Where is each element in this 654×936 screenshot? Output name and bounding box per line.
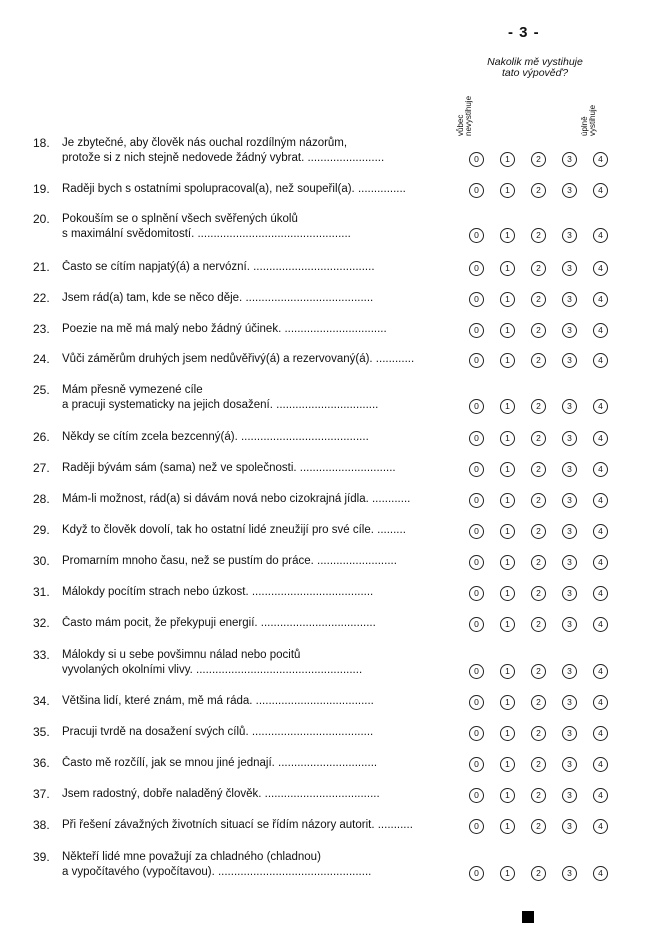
item-text-line: Často se cítím napjatý(á) a nervózní. ......................................: [62, 261, 375, 273]
answer-option-0[interactable]: 0: [469, 462, 484, 477]
answer-option-3[interactable]: 3: [562, 493, 577, 508]
answer-options: [469, 819, 609, 835]
item-number: 30.: [33, 554, 50, 568]
answer-options: [469, 788, 609, 804]
answer-option-4[interactable]: 4: [593, 695, 608, 710]
item-text: [62, 554, 458, 569]
answer-option-3[interactable]: 3: [562, 228, 577, 243]
answer-option-3[interactable]: 3: [562, 431, 577, 446]
answer-option-1[interactable]: 1: [500, 183, 515, 198]
scale-label-not-at-all: vůbec nevystihuje: [456, 95, 473, 136]
answer-option-4[interactable]: 4: [593, 261, 608, 276]
answer-option-2[interactable]: 2: [531, 726, 546, 741]
answer-option-0[interactable]: 0: [469, 819, 484, 834]
item-text-line: vyvolaných okolními vlivy. ....................................................: [62, 664, 363, 676]
answer-option-1[interactable]: 1: [500, 788, 515, 803]
item-number: 37.: [33, 787, 50, 801]
item-text-line: Promarním mnoho času, než se pustím do práce. .........................: [62, 555, 397, 567]
item-text: [62, 787, 458, 802]
answer-option-0[interactable]: 0: [469, 493, 484, 508]
answer-option-0[interactable]: 0: [469, 664, 484, 679]
answer-option-4[interactable]: 4: [593, 431, 608, 446]
answer-option-1[interactable]: 1: [500, 617, 515, 632]
answer-option-1[interactable]: 1: [500, 399, 515, 414]
answer-option-4[interactable]: 4: [593, 152, 608, 167]
item-text: [62, 136, 458, 166]
answer-option-1[interactable]: 1: [500, 555, 515, 570]
answer-option-4[interactable]: 4: [593, 664, 608, 679]
answer-option-0[interactable]: 0: [469, 183, 484, 198]
answer-option-3[interactable]: 3: [562, 695, 577, 710]
item-text-line: Pracuji tvrdě na dosažení svých cílů. ......................................: [62, 726, 374, 738]
answer-option-1[interactable]: 1: [500, 524, 515, 539]
answer-option-1[interactable]: 1: [500, 866, 515, 881]
item-text-line: Při řešení závažných životních situací se řídím názory autorit. ...........: [62, 819, 413, 831]
item-number: 33.: [33, 648, 50, 662]
item-number: 27.: [33, 461, 50, 475]
item-text-line: Málokdy si u sebe povšimnu nálad nebo pocitů: [62, 649, 301, 661]
answer-option-3[interactable]: 3: [562, 819, 577, 834]
scale-question: [470, 57, 600, 79]
item-text: [62, 648, 458, 678]
answer-option-2[interactable]: 2: [531, 866, 546, 881]
item-text-line: Raději bych s ostatními spolupracoval(a), než soupeřil(a). ...............: [62, 183, 406, 195]
answer-option-1[interactable]: 1: [500, 493, 515, 508]
answer-options: [469, 261, 609, 277]
answer-option-2[interactable]: 2: [531, 524, 546, 539]
answer-option-0[interactable]: 0: [469, 292, 484, 307]
answer-option-0[interactable]: 0: [469, 617, 484, 632]
item-text: [62, 291, 458, 306]
answer-option-2[interactable]: 2: [531, 292, 546, 307]
answer-options: [469, 866, 609, 882]
item-number: 19.: [33, 182, 50, 196]
answer-options: [469, 462, 609, 478]
answer-option-0[interactable]: 0: [469, 399, 484, 414]
answer-option-4[interactable]: 4: [593, 292, 608, 307]
answer-option-0[interactable]: 0: [469, 261, 484, 276]
answer-option-3[interactable]: 3: [562, 323, 577, 338]
answer-option-2[interactable]: 2: [531, 431, 546, 446]
answer-option-2[interactable]: 2: [531, 819, 546, 834]
item-text: [62, 492, 458, 507]
scale-question-line-2: tato výpověď?: [501, 67, 569, 79]
item-number: 23.: [33, 322, 50, 336]
answer-option-2[interactable]: 2: [531, 788, 546, 803]
answer-options: [469, 664, 609, 680]
item-text-line: protože si z nich stejně nedovede žádný vybrat. ........................: [62, 152, 385, 164]
answer-option-4[interactable]: 4: [593, 183, 608, 198]
answer-option-3[interactable]: 3: [562, 152, 577, 167]
answer-option-3[interactable]: 3: [562, 586, 577, 601]
answer-option-1[interactable]: 1: [500, 261, 515, 276]
item-text-line: Poezie na mě má malý nebo žádný účinek. ................................: [62, 323, 387, 335]
item-number: 24.: [33, 352, 50, 366]
item-text: [62, 616, 458, 631]
answer-options: [469, 617, 609, 633]
item-text-line: Většina lidí, které znám, mě má ráda. .....................................: [62, 695, 374, 707]
answer-option-0[interactable]: 0: [469, 323, 484, 338]
answer-option-4[interactable]: 4: [593, 228, 608, 243]
item-text-line: Někdy se cítím zcela bezcenný(á). ........................................: [62, 431, 369, 443]
item-text-line: Raději bývám sám (sama) než ve společnosti. ..............................: [62, 462, 396, 474]
item-number: 35.: [33, 725, 50, 739]
item-text: [62, 756, 458, 771]
answer-option-3[interactable]: 3: [562, 664, 577, 679]
answer-option-0[interactable]: 0: [469, 726, 484, 741]
answer-option-4[interactable]: 4: [593, 353, 608, 368]
answer-option-0[interactable]: 0: [469, 586, 484, 601]
answer-option-3[interactable]: 3: [562, 788, 577, 803]
item-text: [62, 182, 458, 197]
item-text: [62, 523, 458, 538]
item-text: [62, 694, 458, 709]
answer-option-3[interactable]: 3: [562, 462, 577, 477]
item-text-line: Pokouším se o splnění všech svěřených úkolů: [62, 213, 298, 225]
answer-options: [469, 431, 609, 447]
item-number: 22.: [33, 291, 50, 305]
item-number: 34.: [33, 694, 50, 708]
item-text: [62, 260, 458, 275]
answer-options: [469, 353, 609, 369]
answer-option-0[interactable]: 0: [469, 431, 484, 446]
answer-option-0[interactable]: 0: [469, 757, 484, 772]
item-text-line: Často mám pocit, že překypuji energií. ....................................: [62, 617, 376, 629]
answer-option-4[interactable]: 4: [593, 866, 608, 881]
answer-option-4[interactable]: 4: [593, 757, 608, 772]
item-text-line: Jsem radostný, dobře naladěný člověk. ....................................: [62, 788, 380, 800]
item-text: [62, 818, 458, 833]
answer-options: [469, 183, 609, 199]
item-number: 26.: [33, 430, 50, 444]
answer-option-3[interactable]: 3: [562, 261, 577, 276]
answer-option-2[interactable]: 2: [531, 757, 546, 772]
item-number: 20.: [33, 212, 50, 226]
registration-mark: [522, 911, 534, 923]
item-number: 39.: [33, 850, 50, 864]
answer-options: [469, 695, 609, 711]
item-text-line: Mám-li možnost, rád(a) si dávám nová nebo cizokrajná jídla. ............: [62, 493, 411, 505]
answer-option-3[interactable]: 3: [562, 866, 577, 881]
item-text-line: s maximální svědomitostí. ................................................: [62, 228, 351, 240]
answer-option-4[interactable]: 4: [593, 819, 608, 834]
answer-option-4[interactable]: 4: [593, 555, 608, 570]
item-number: 36.: [33, 756, 50, 770]
answer-option-4[interactable]: 4: [593, 617, 608, 632]
answer-option-4[interactable]: 4: [593, 493, 608, 508]
answer-option-2[interactable]: 2: [531, 555, 546, 570]
answer-option-2[interactable]: 2: [531, 228, 546, 243]
item-number: 28.: [33, 492, 50, 506]
answer-option-4[interactable]: 4: [593, 323, 608, 338]
answer-options: [469, 493, 609, 509]
item-text: [62, 383, 458, 413]
answer-option-0[interactable]: 0: [469, 555, 484, 570]
answer-option-2[interactable]: 2: [531, 183, 546, 198]
answer-option-3[interactable]: 3: [562, 555, 577, 570]
answer-options: [469, 524, 609, 540]
answer-option-2[interactable]: 2: [531, 586, 546, 601]
item-number: 32.: [33, 616, 50, 630]
item-number: 21.: [33, 260, 50, 274]
answer-option-0[interactable]: 0: [469, 152, 484, 167]
answer-option-1[interactable]: 1: [500, 664, 515, 679]
item-number: 38.: [33, 818, 50, 832]
answer-option-3[interactable]: 3: [562, 524, 577, 539]
answer-option-3[interactable]: 3: [562, 617, 577, 632]
item-text-line: Málokdy pocítím strach nebo úzkost. ......................................: [62, 586, 374, 598]
answer-option-3[interactable]: 3: [562, 399, 577, 414]
answer-option-2[interactable]: 2: [531, 664, 546, 679]
answer-option-4[interactable]: 4: [593, 524, 608, 539]
scale-label-completely: úplně vystihuje: [580, 104, 597, 136]
item-text-line: Jsem rád(a) tam, kde se něco děje. ........................................: [62, 292, 374, 304]
item-text: [62, 212, 458, 242]
answer-option-1[interactable]: 1: [500, 353, 515, 368]
answer-options: [469, 152, 609, 168]
answer-option-3[interactable]: 3: [562, 757, 577, 772]
answer-option-2[interactable]: 2: [531, 152, 546, 167]
item-text: [62, 430, 458, 445]
answer-options: [469, 757, 609, 773]
answer-option-1[interactable]: 1: [500, 757, 515, 772]
answer-options: [469, 323, 609, 339]
answer-options: [469, 228, 609, 244]
answer-options: [469, 586, 609, 602]
answer-option-1[interactable]: 1: [500, 726, 515, 741]
answer-option-4[interactable]: 4: [593, 726, 608, 741]
item-text: [62, 585, 458, 600]
item-text: [62, 352, 458, 367]
answer-option-3[interactable]: 3: [562, 292, 577, 307]
answer-option-2[interactable]: 2: [531, 695, 546, 710]
answer-options: [469, 726, 609, 742]
item-text-line: a vypočítavého (vypočítavou). ................................................: [62, 866, 372, 878]
answer-option-2[interactable]: 2: [531, 462, 546, 477]
answer-option-3[interactable]: 3: [562, 726, 577, 741]
scale-question-line-1: Nakolik mě vystihuje: [487, 56, 583, 68]
answer-option-2[interactable]: 2: [531, 493, 546, 508]
answer-options: [469, 399, 609, 415]
answer-option-1[interactable]: 1: [500, 431, 515, 446]
answer-option-1[interactable]: 1: [500, 586, 515, 601]
answer-option-2[interactable]: 2: [531, 399, 546, 414]
answer-option-4[interactable]: 4: [593, 462, 608, 477]
answer-option-2[interactable]: 2: [531, 323, 546, 338]
answer-option-1[interactable]: 1: [500, 228, 515, 243]
answer-option-2[interactable]: 2: [531, 353, 546, 368]
item-number: 29.: [33, 523, 50, 537]
item-text: [62, 461, 458, 476]
answer-option-1[interactable]: 1: [500, 695, 515, 710]
item-text-line: a pracuji systematicky na jejich dosažení. ................................: [62, 399, 379, 411]
item-text: [62, 725, 458, 740]
answer-option-0[interactable]: 0: [469, 228, 484, 243]
answer-option-0[interactable]: 0: [469, 788, 484, 803]
page-number: - 3 -: [508, 24, 540, 41]
answer-option-1[interactable]: 1: [500, 323, 515, 338]
item-text-line: Často mě rozčílí, jak se mnou jiné jednají. ...............................: [62, 757, 378, 769]
item-text-line: Vůči záměrům druhých jsem nedůvěřivý(á) a rezervovaný(á). ............: [62, 353, 415, 365]
answer-options: [469, 292, 609, 308]
item-text-line: Mám přesně vymezené cíle: [62, 384, 203, 396]
answer-option-3[interactable]: 3: [562, 183, 577, 198]
answer-options: [469, 555, 609, 571]
answer-option-4[interactable]: 4: [593, 788, 608, 803]
answer-option-0[interactable]: 0: [469, 866, 484, 881]
answer-option-4[interactable]: 4: [593, 586, 608, 601]
item-number: 31.: [33, 585, 50, 599]
item-text-line: Někteří lidé mne považují za chladného (chladnou): [62, 851, 321, 863]
item-number: 25.: [33, 383, 50, 397]
item-text-line: Když to člověk dovolí, tak ho ostatní lidé zneužijí pro své cíle. .........: [62, 524, 406, 536]
answer-option-2[interactable]: 2: [531, 617, 546, 632]
answer-option-0[interactable]: 0: [469, 524, 484, 539]
item-number: 18.: [33, 136, 50, 150]
answer-option-1[interactable]: 1: [500, 292, 515, 307]
answer-option-1[interactable]: 1: [500, 462, 515, 477]
item-text-line: Je zbytečné, aby člověk nás ouchal rozdílným názorům,: [62, 137, 348, 149]
answer-option-1[interactable]: 1: [500, 152, 515, 167]
answer-option-3[interactable]: 3: [562, 353, 577, 368]
answer-option-2[interactable]: 2: [531, 261, 546, 276]
item-text: [62, 850, 458, 880]
answer-option-0[interactable]: 0: [469, 353, 484, 368]
item-text: [62, 322, 458, 337]
answer-option-0[interactable]: 0: [469, 695, 484, 710]
answer-option-4[interactable]: 4: [593, 399, 608, 414]
answer-option-1[interactable]: 1: [500, 819, 515, 834]
